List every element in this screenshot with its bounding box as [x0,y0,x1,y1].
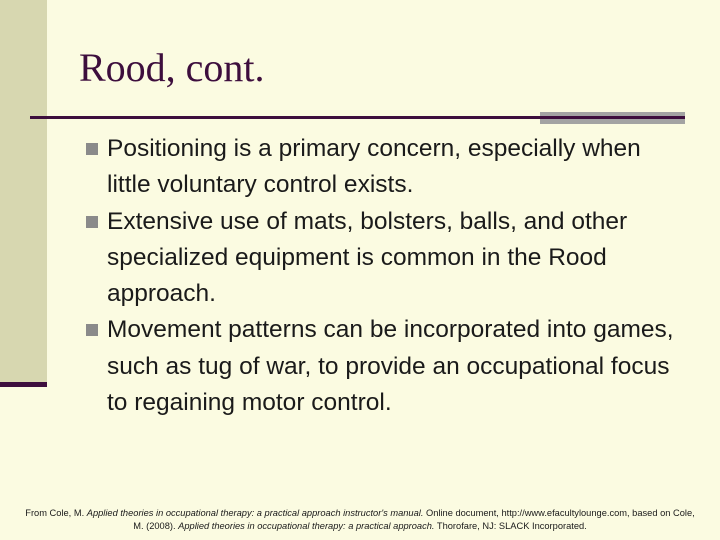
title-rule-accent-lower [540,119,685,124]
citation-middle: Online document, http://www.efacultylounge.com, based on Cole, M. (2008). [133,508,695,531]
square-bullet-icon [86,216,98,228]
side-bar-decoration [0,0,47,382]
bullet-item [86,131,686,204]
bullet-list [86,131,686,421]
bullet-item [86,312,686,421]
square-bullet-icon [86,143,98,155]
citation-suffix: Thorofare, NJ: SLACK Incorporated. [434,520,587,531]
side-bar-accent [0,382,47,387]
slide-title: Rood, cont. [79,45,265,90]
bullet-item [86,204,686,313]
citation-footer [20,507,700,532]
bullet-text: Positioning is a primary concern, especially when little voluntary control exists. [107,135,641,199]
citation-prefix: From Cole, M. [25,508,87,518]
bullet-text: Extensive use of mats, bolsters, balls, and other specialized equipment is common in the Rood approach. [107,207,628,308]
citation-book-title: Applied theories in occupational therapy: a practical approach. [178,520,435,531]
citation-book-manual: Applied theories in occupational therapy: a practical approach instructor's manual. [86,508,424,518]
square-bullet-icon [86,324,98,336]
bullet-text: Movement patterns can be incorporated into games, such as tug of war, to provide an occupational focus to regaining motor control. [107,316,674,417]
